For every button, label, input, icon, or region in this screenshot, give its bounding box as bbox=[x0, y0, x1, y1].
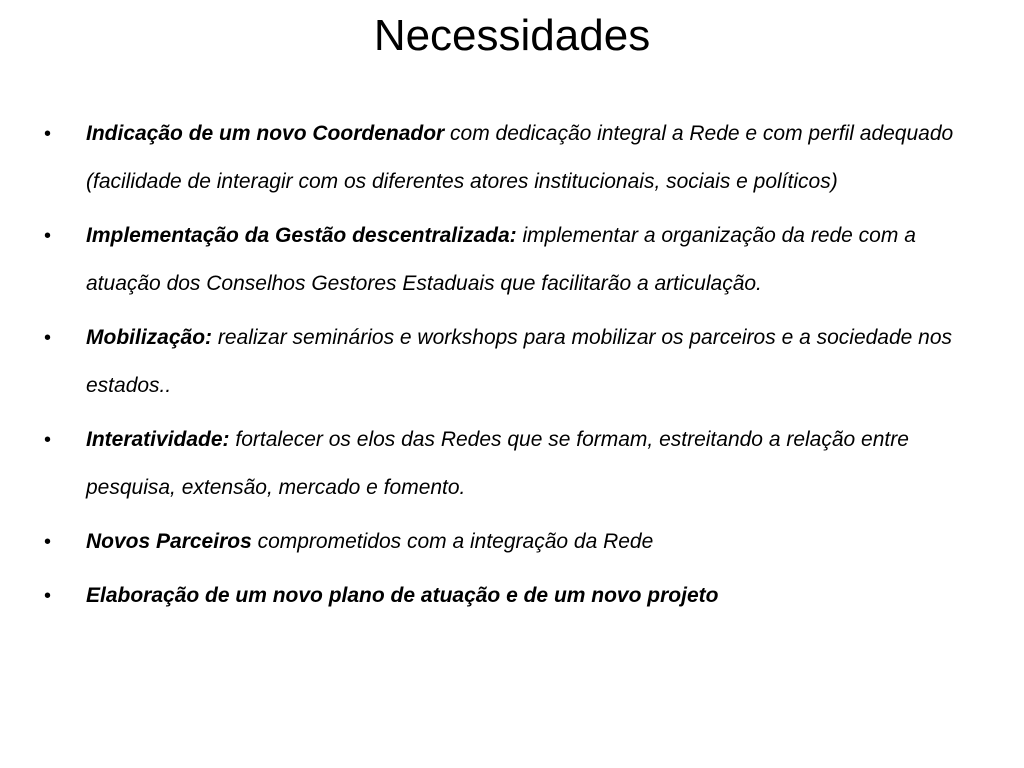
bullet-text: implementar a organização da rede com a atuação dos Conselhos Gestores Estaduais que facilitarão a articulação. bbox=[86, 224, 916, 295]
bullet-icon: • bbox=[44, 429, 52, 451]
bullet-lead: Novos Parceiros bbox=[86, 530, 252, 553]
bullet-item-elaboracao bbox=[44, 572, 974, 620]
bullet-text: com dedicação integral a Rede e com perfil adequado (facilidade de interagir com os diferentes atores institucionais, sociais e políticos) bbox=[86, 122, 954, 193]
bullet-item-interatividade bbox=[44, 416, 974, 512]
bullet-lead: Indicação de um novo Coordenador bbox=[86, 122, 445, 145]
bullet-icon: • bbox=[44, 123, 52, 145]
bullet-icon: • bbox=[44, 531, 52, 553]
bullet-list bbox=[44, 110, 974, 626]
slide-title: Necessidades bbox=[373, 11, 651, 60]
bullet-lead: Interatividade: bbox=[86, 428, 230, 451]
bullet-icon: • bbox=[44, 225, 52, 247]
bullet-text: comprometidos com a integração da Rede bbox=[251, 530, 654, 553]
bullet-lead: Implementação da Gestão descentralizada: bbox=[86, 224, 517, 247]
bullet-item-parceiros bbox=[44, 518, 974, 566]
bullet-item-mobilizacao bbox=[44, 314, 974, 410]
bullet-item-gestao bbox=[44, 212, 974, 308]
bullet-icon: • bbox=[44, 585, 52, 607]
bullet-lead: Mobilização: bbox=[86, 326, 213, 349]
bullet-item-coordenador bbox=[44, 110, 974, 206]
bullet-lead: Elaboração de um novo plano de atuação e de um novo projeto bbox=[86, 584, 719, 607]
bullet-text: fortalecer os elos das Redes que se formam, estreitando a relação entre pesquisa, extensão, mercado e fomento. bbox=[86, 428, 909, 499]
bullet-text: realizar seminários e workshops para mobilizar os parceiros e a sociedade nos estados.. bbox=[86, 326, 953, 397]
bullet-icon: • bbox=[44, 327, 52, 349]
